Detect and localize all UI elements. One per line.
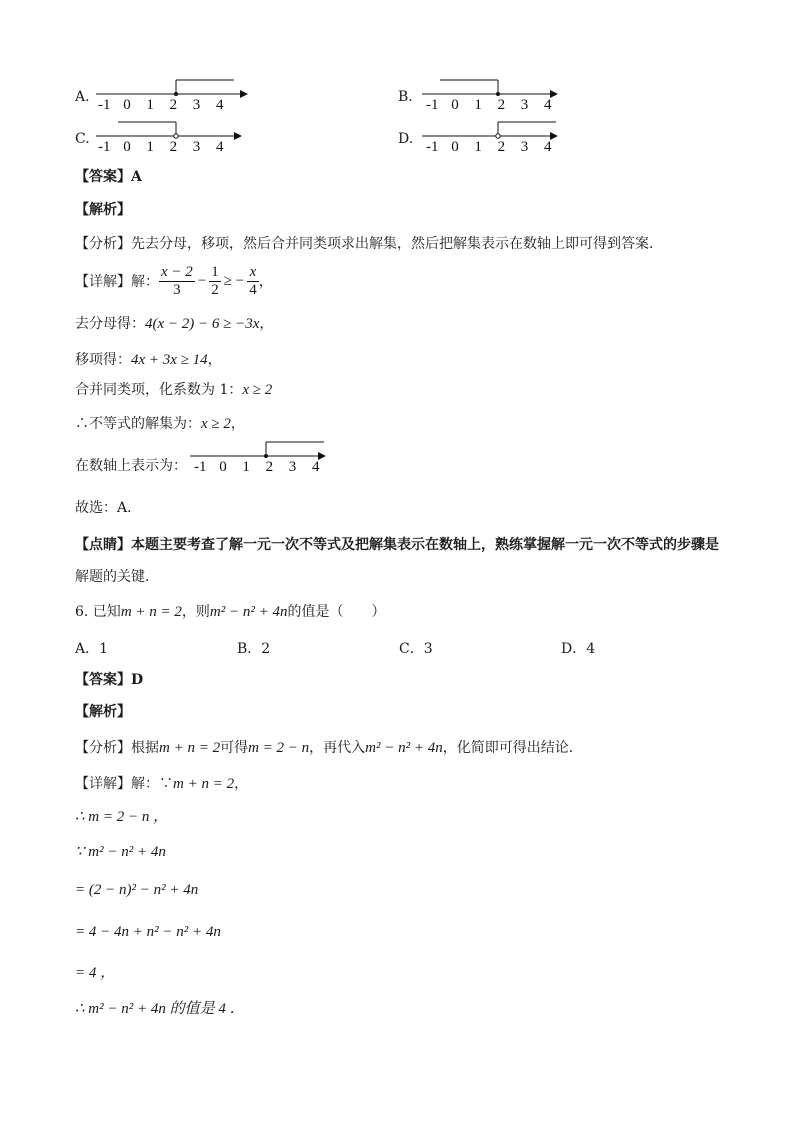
q6-fenxi-4: ，化简即可得出结论． [442, 740, 583, 756]
q5-detail-line [75, 258, 273, 304]
frac2-num: 1 [211, 263, 219, 280]
q6-fenxi [75, 737, 583, 757]
frac3-den: 4 [249, 281, 257, 298]
q6-stem [75, 601, 385, 621]
tick-label: 0 [451, 97, 459, 112]
q6-line-6: ∴ m² − n² + 4n 的值是 4 ． [75, 1001, 245, 1017]
tick-label: -1 [98, 97, 111, 112]
q5-detail-comma: ， [258, 274, 273, 290]
q6-line-1: ∴ m = 2 − n ， [75, 809, 169, 825]
q6-stem-mid: ，则 [181, 604, 210, 620]
q6-fenxi-3: ，再代入 [309, 740, 366, 756]
q5-step-2 [75, 349, 222, 369]
q6-analysis-label: 【解析】 [75, 704, 131, 720]
q6-option-b: B．2 [237, 641, 271, 657]
tick-label: 4 [216, 139, 224, 154]
option-b-label: B. [398, 89, 413, 105]
q6-fenxi-m2: m = 2 − n [248, 740, 310, 756]
tick-label: 4 [312, 459, 320, 474]
q5-analysis-label: 【解析】 [75, 202, 131, 218]
q6-option-d: D．4 [561, 641, 596, 657]
tick-label: -1 [426, 97, 439, 112]
q6-option-c: C．3 [399, 641, 433, 657]
q5-step-1 [75, 313, 273, 333]
tick-label: 4 [544, 97, 552, 112]
q6-detail [75, 773, 248, 793]
q6-line-2: ∵ m² − n² + 4n [75, 844, 166, 860]
option-c-label: C. [75, 131, 90, 147]
number-line-solution [186, 440, 346, 474]
q5-dianjing-1: 【点睛】本题主要考查了解一元一次不等式及把解集表示在数轴上，熟练掌握解一元一次不等式的步骤是 [75, 537, 719, 553]
tick-label: 3 [520, 139, 529, 154]
frac3-num: x [247, 264, 259, 282]
step4-math: x ≥ 2 [201, 416, 231, 432]
number-line-c [92, 120, 252, 154]
step1-label: 去分母得： [75, 316, 145, 332]
tick-label: 3 [192, 139, 201, 154]
tick-label: 4 [544, 139, 552, 154]
frac2-den: 2 [211, 281, 219, 298]
tick-label: 0 [219, 459, 227, 474]
tick-label: 2 [497, 139, 506, 154]
option-a-label: A. [75, 89, 90, 105]
number-line-a [92, 78, 252, 112]
q5-fraction-1 [159, 264, 195, 299]
minus-sign: − [197, 272, 207, 289]
q6-option-a: A．1 [75, 641, 109, 657]
tick-label: 3 [520, 97, 529, 112]
q5-answer: 【答案】A [75, 169, 142, 185]
q5-choose: 故选：A． [75, 500, 142, 516]
tick-label: -1 [98, 139, 111, 154]
geq-minus-sign: ≥ − [223, 272, 245, 289]
tick-label: 2 [497, 97, 506, 112]
tick-label: 2 [169, 139, 178, 154]
q6-stem-end: 的值是（ ） [287, 604, 386, 620]
step3-math: x ≥ 2 [242, 382, 273, 398]
step4-end: ， [230, 416, 245, 432]
q6-detail-math: m + n = 2 [173, 776, 235, 792]
tick-label: 0 [123, 139, 131, 154]
q6-fenxi-1: 【分析】根据 [75, 740, 159, 756]
tick-label: 0 [123, 97, 131, 112]
tick-label: 1 [474, 139, 482, 154]
q6-line-3: = (2 − n)² − n² + 4n [75, 882, 199, 898]
frac1-num: x − 2 [161, 263, 193, 280]
step1-end: ， [259, 316, 274, 332]
tick-label: -1 [194, 459, 207, 474]
q6-fenxi-2: 可得 [220, 740, 249, 756]
tick-label: 3 [288, 459, 297, 474]
q5-step-5: 在数轴上表示为： [75, 458, 187, 474]
q6-fenxi-m3: m² − n² + 4n [365, 740, 443, 756]
q5-fraction-3 [247, 264, 259, 299]
q5-step-4 [75, 413, 245, 433]
q6-stem-prefix: 6. 已知 [75, 604, 121, 620]
q5-detail-prefix: 【详解】解： [75, 274, 159, 290]
tick-label: 1 [242, 459, 250, 474]
step2-end: ， [207, 352, 222, 368]
q5-fenxi: 【分析】先去分母，移项，然后合并同类项求出解集，然后把解集表示在数轴上即可得到答案． [75, 236, 663, 252]
number-line-d [418, 120, 578, 154]
number-line-b [418, 78, 578, 112]
q6-stem-math2: m² − n² + 4n [209, 604, 288, 620]
q6-stem-math1: m + n = 2 [120, 604, 182, 620]
q6-fenxi-m1: m + n = 2 [159, 740, 221, 756]
step3-text: 合并同类项，化系数为 1： [75, 382, 243, 398]
tick-label: 1 [146, 139, 154, 154]
q6-answer: 【答案】D [75, 672, 144, 688]
tick-label: 4 [216, 97, 224, 112]
tick-label: 0 [451, 139, 459, 154]
tick-label: 3 [192, 97, 201, 112]
frac1-den: 3 [173, 281, 181, 298]
q5-fraction-2 [209, 264, 221, 299]
tick-label: 1 [474, 97, 482, 112]
q5-step-3 [75, 379, 272, 399]
option-d-label: D. [398, 131, 414, 147]
tick-label: 2 [265, 459, 274, 474]
tick-label: 1 [146, 97, 154, 112]
q6-line-5: = 4 ， [75, 965, 116, 981]
tick-label: 2 [169, 97, 178, 112]
step2-math: 4x + 3x ≥ 14 [131, 352, 208, 368]
tick-label: -1 [426, 139, 439, 154]
q6-line-4: = 4 − 4n + n² − n² + 4n [75, 924, 221, 940]
q6-detail-end: ， [234, 776, 249, 792]
step1-math: 4(x − 2) − 6 ≥ −3x [145, 316, 260, 332]
q5-dianjing-2: 解题的关键． [75, 569, 159, 585]
step2-label: 移项得： [75, 352, 131, 368]
step4-label: ∴不等式的解集为： [75, 416, 201, 432]
q6-detail-prefix: 【详解】解：∵ [75, 776, 173, 792]
